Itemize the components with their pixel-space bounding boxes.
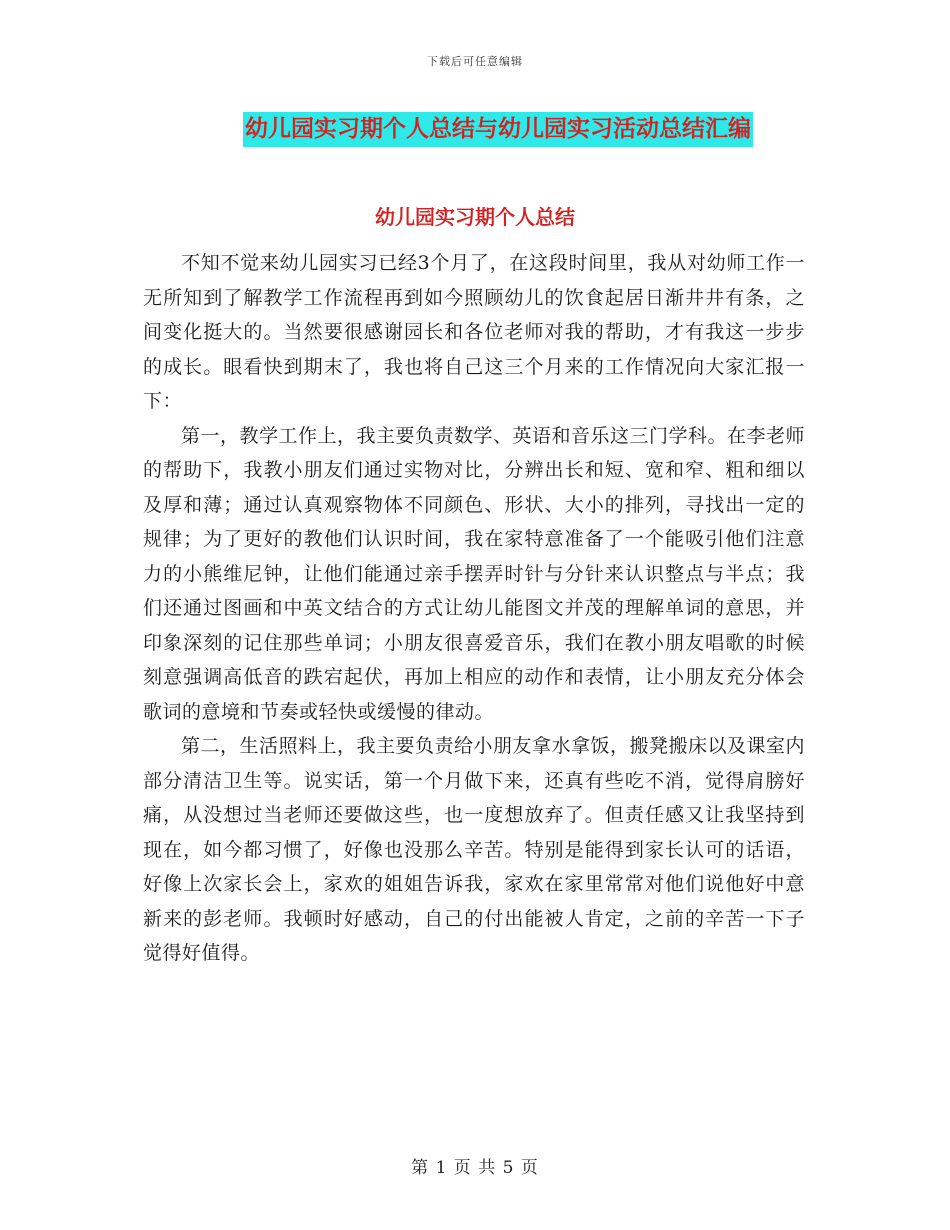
page-number: 第 1 页 共 5 页 [411, 1158, 539, 1178]
document-title-container [0, 112, 950, 147]
document-title: 幼儿园实习期个人总结与幼儿园实习活动总结汇编 [243, 112, 753, 147]
paragraph-care: 第二，生活照料上，我主要负责给小朋友拿水拿饭，搬凳搬床以及课室内部分清洁卫生等。说实话，第一个月做下来，还真有些吃不消，觉得肩膀好痛，从没想过当老师还要做这些，也一度想放弃了。但责任感又让我坚持到现在，如今都习惯了，好像也没那么辛苦。特别是能得到家长认可的话语，好像上次家长会上，家欢的姐姐告诉我，家欢在家里常常对他们说他好中意新来的彭老师。我顿时好感动，自己的付出能被人肯定，之前的辛苦一下子觉得好值得。 [143, 735, 806, 964]
paragraph-intro: 不知不觉来幼儿园实习已经3个月了，在这段时间里，我从对幼师工作一无所知到了解教学工作流程再到如今照顾幼儿的饮食起居日渐井井有条，之间变化挺大的。当然要很感谢园长和各位老师对我的帮助，才有我这一步步的成长。眼看快到期末了，我也将自己这三个月来的工作情况向大家汇报一下： [143, 252, 805, 412]
paragraph-teaching: 第一，教学工作上，我主要负责数学、英语和音乐这三门学科。在李老师的帮助下，我教小朋友们通过实物对比，分辨出长和短、宽和窄、粗和细以及厚和薄；通过认真观察物体不同颜色、形状、大小的排列，寻找出一定的规律；为了更好的教他们认识时间，我在家特意准备了一个能吸引他们注意力的小熊维尼钟，让他们能通过亲手摆弄时针与分针来认识整点与半点；我们还通过图画和中英文结合的方式让幼儿能图文并茂的理解单词的意思，并印象深刻的记住那些单词；小朋友很喜爱音乐，我们在教小朋友唱歌的时候刻意强调高低音的跌宕起伏，再加上相应的动作和表情，让小朋友充分体会歌词的意境和节奏或轻快或缓慢的律动。 [143, 424, 806, 723]
header-note: 下载后可任意编辑 [427, 55, 523, 68]
section-title: 幼儿园实习期个人总结 [375, 205, 575, 229]
document-body [143, 246, 805, 971]
